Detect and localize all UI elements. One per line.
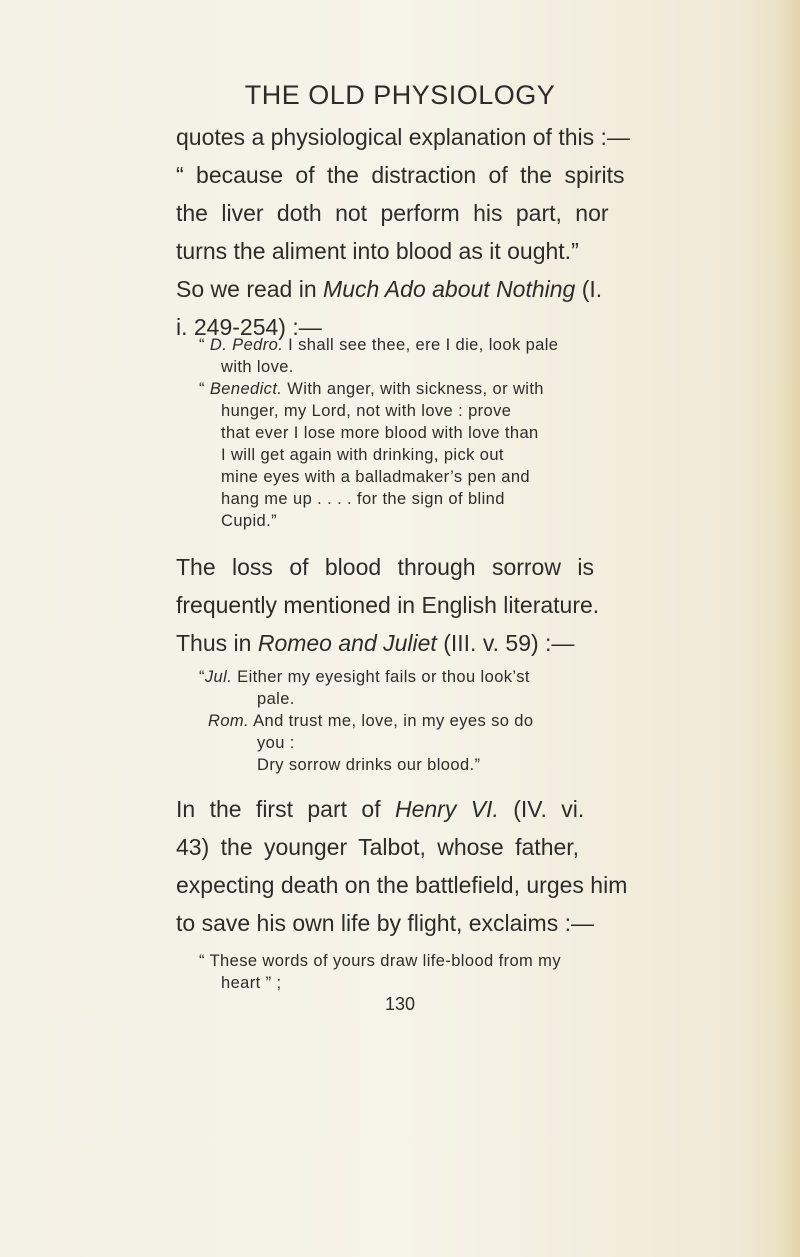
speaker-name: Jul.	[204, 668, 233, 686]
play-title: Henry VI.	[394, 796, 499, 822]
quote-line	[199, 334, 761, 356]
quote-line: I will get again with drinking, pick out	[221, 446, 504, 464]
quote-line: Cupid.”	[221, 512, 277, 530]
text-line: The loss of blood through sorrow is	[176, 554, 594, 580]
quote-line: heart ” ;	[221, 974, 282, 992]
quote-line: hunger, my Lord, not with love : prove	[221, 402, 512, 420]
speaker-name: Rom.	[208, 712, 250, 730]
quote-line	[199, 378, 761, 400]
play-title: Romeo and Juliet	[257, 630, 437, 656]
quote-line: mine eyes with a balladmaker’s pen and	[221, 468, 531, 486]
open-quote: “	[199, 380, 210, 398]
text-line: 43) the younger Talbot, whose father,	[176, 834, 580, 860]
quote-line: with love.	[221, 358, 294, 376]
text-line: i. 249-254) :—	[176, 314, 322, 340]
paragraph-1	[176, 118, 758, 346]
paragraph-2	[176, 548, 758, 662]
quote-line: pale.	[257, 690, 295, 708]
play-title: Much Ado about Nothing	[323, 276, 576, 302]
text-line: turns the aliment into blood as it ought.”	[176, 238, 579, 264]
text-line	[176, 624, 758, 662]
paragraph-3	[176, 790, 758, 942]
text-segment: (I.	[575, 276, 603, 302]
text-segment: In the first part of	[176, 796, 395, 822]
quote-text: And trust me, love, in my eyes so do	[249, 712, 534, 730]
text-line: the liver doth not perform his part, nor	[176, 200, 609, 226]
text-segment: (III. v. 59) :—	[436, 630, 575, 656]
quote-line: you :	[257, 734, 295, 752]
running-header: THE OLD PHYSIOLOGY	[244, 80, 556, 110]
page-edge-shading	[778, 0, 800, 1257]
quote-text: I shall see thee, ere I die, look pale	[283, 336, 559, 354]
text-line: quotes a physiological explanation of this :—	[176, 124, 630, 150]
text-line: “ because of the distraction of the spirits	[176, 162, 625, 188]
quote-line: that ever I lose more blood with love than	[221, 424, 539, 442]
quote-block-3	[199, 950, 761, 994]
quote-text: With anger, with sickness, or with	[282, 380, 544, 398]
text-segment: So we read in	[176, 276, 324, 302]
page-number: 130	[384, 994, 416, 1014]
text-segment: Thus in	[176, 630, 258, 656]
open-quote: “	[199, 668, 205, 686]
quote-block-2	[199, 666, 761, 776]
quote-block-1	[199, 334, 761, 532]
text-line: expecting death on the battlefield, urges him	[176, 872, 628, 898]
text-line: to save his own life by flight, exclaims :—	[176, 910, 594, 936]
quote-line: “ These words of yours draw life-blood from my	[199, 952, 561, 970]
text-line	[176, 790, 758, 828]
text-line	[176, 270, 758, 308]
quote-text: Either my eyesight fails or thou look’st	[232, 668, 530, 686]
text-line: frequently mentioned in English literature.	[176, 592, 600, 618]
quote-line: hang me up . . . . for the sign of blind	[221, 490, 505, 508]
speaker-name: D. Pedro.	[209, 336, 284, 354]
quote-line	[199, 710, 761, 732]
open-quote: “	[199, 336, 210, 354]
speaker-name: Benedict.	[209, 380, 283, 398]
quote-line: Dry sorrow drinks our blood.”	[257, 756, 481, 774]
quote-line	[199, 666, 761, 688]
text-segment: (IV. vi.	[498, 796, 585, 822]
